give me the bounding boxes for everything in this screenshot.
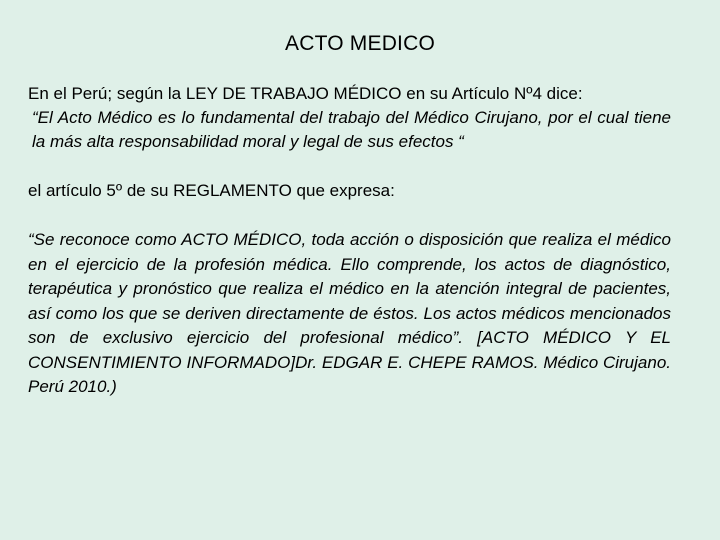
intro-paragraph: En el Perú; según la LEY DE TRABAJO MÉDICO en su Artículo Nº4 dice: — [28, 84, 583, 103]
article-reference: el artículo 5º de su REGLAMENTO que expresa: — [28, 181, 395, 200]
slide-title-text: ACTO MEDICO — [285, 32, 435, 55]
law-quote: “El Acto Médico es lo fundamental del trabajo del Médico Cirujano, por el cual tiene la más alta responsabilidad moral y legal de sus efectos “ — [32, 108, 671, 151]
slide-title — [0, 31, 720, 57]
regulation-quote: “Se reconoce como ACTO MÉDICO, toda acción o disposición que realiza el médico en el ejercicio de la profesión médica. Ello comprende, los actos de diagnóstico, terapéutica y pronóstico que realiza el médico en la atención integral de pacientes, así como los que se deriven directamente de éstos. Los actos médicos mencionados son de exclusivo ejercicio del profesional médico”. [ACTO MÉDICO Y EL CONSENTIMIENTO INFORMADO]Dr. EDGAR E. CHEPE RAMOS. Médico Cirujano. Perú 2010.) — [28, 230, 671, 396]
slide-body — [28, 82, 671, 400]
